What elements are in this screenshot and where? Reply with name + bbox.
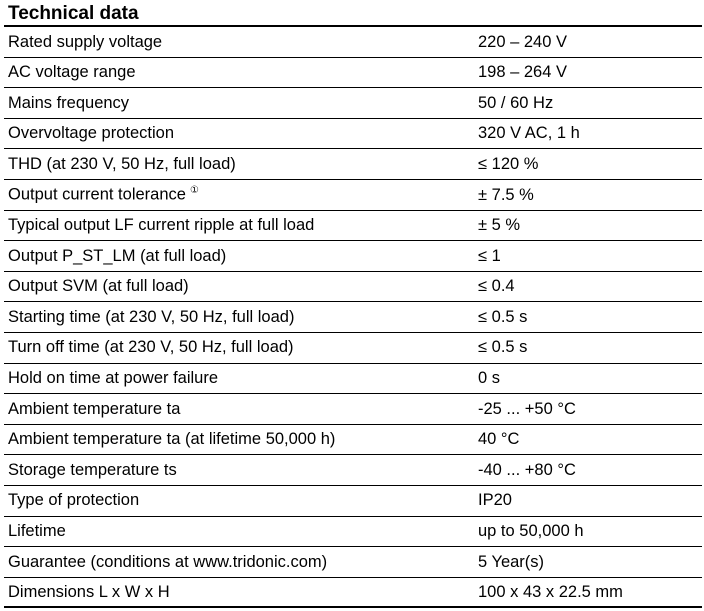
table-row: [4, 58, 702, 89]
parameter-value: 320 V AC, 1 h: [478, 124, 580, 143]
table-row: [4, 88, 702, 119]
parameter-value: 40 °C: [478, 430, 520, 449]
parameter-value: ± 7.5 %: [478, 185, 534, 204]
parameter-value: up to 50,000 h: [478, 522, 584, 541]
parameter-label: Typical output LF current ripple at full load: [8, 216, 315, 235]
parameter-value: ≤ 120 %: [478, 154, 539, 173]
parameter-label: Hold on time at power failure: [8, 369, 219, 388]
table-row: [4, 272, 702, 303]
parameter-label: THD (at 230 V, 50 Hz, full load): [8, 154, 236, 173]
table-row: [4, 517, 702, 548]
parameter-label: Dimensions L x W x H: [8, 582, 170, 601]
parameter-value: -25 ... +50 °C: [478, 399, 576, 418]
parameter-label: Output current tolerance: [8, 185, 186, 204]
table-row: [4, 180, 702, 211]
parameter-value: 100 x 43 x 22.5 mm: [478, 582, 623, 601]
parameter-label: Output P_ST_LM (at full load): [8, 246, 227, 265]
footnote-marker: ①: [189, 185, 199, 197]
parameter-label: Ambient temperature ta (at lifetime 50,000 h): [8, 430, 336, 449]
parameter-value: -40 ... +80 °C: [478, 460, 576, 479]
parameter-label: Storage temperature ts: [8, 460, 177, 479]
parameter-value: ≤ 0.4: [478, 277, 515, 296]
technical-data-table: [4, 27, 702, 608]
parameter-value: ± 5 %: [478, 216, 521, 235]
table-row: [4, 455, 702, 486]
table-row: [4, 425, 702, 456]
parameter-label-with-note: [4, 186, 478, 203]
parameter-label: Output SVM (at full load): [8, 277, 189, 296]
table-row: [4, 333, 702, 364]
table-row: [4, 547, 702, 578]
parameter-value: 0 s: [478, 369, 501, 388]
parameter-label: Overvoltage protection: [8, 124, 175, 143]
table-row: [4, 394, 702, 425]
parameter-label: Starting time (at 230 V, 50 Hz, full load): [8, 307, 295, 326]
table-row: [4, 578, 702, 609]
parameter-label: Rated supply voltage: [8, 32, 163, 51]
table-row: [4, 302, 702, 333]
parameter-label: Type of protection: [8, 491, 140, 510]
table-row: [4, 486, 702, 517]
parameter-value: ≤ 0.5 s: [478, 338, 528, 357]
table-row: [4, 211, 702, 242]
table-row: [4, 241, 702, 272]
parameter-value: 198 – 264 V: [478, 63, 567, 82]
table-row: [4, 149, 702, 180]
parameter-label: Lifetime: [8, 522, 66, 541]
parameter-label: AC voltage range: [8, 63, 136, 82]
parameter-value: 50 / 60 Hz: [478, 93, 554, 112]
parameter-label: Ambient temperature ta: [8, 399, 181, 418]
parameter-label: Mains frequency: [8, 93, 130, 112]
parameter-value: ≤ 0.5 s: [478, 307, 528, 326]
parameter-value: ≤ 1: [478, 246, 501, 265]
table-row: [4, 27, 702, 58]
parameter-label: Turn off time (at 230 V, 50 Hz, full load): [8, 338, 294, 357]
parameter-label: Guarantee (conditions at www.tridonic.com): [8, 552, 328, 571]
parameter-value: 5 Year(s): [478, 552, 545, 571]
table-row: [4, 119, 702, 150]
section-title: Technical data: [4, 0, 702, 27]
parameter-value: IP20: [478, 491, 512, 510]
table-row: [4, 364, 702, 395]
parameter-value: 220 – 240 V: [478, 32, 567, 51]
